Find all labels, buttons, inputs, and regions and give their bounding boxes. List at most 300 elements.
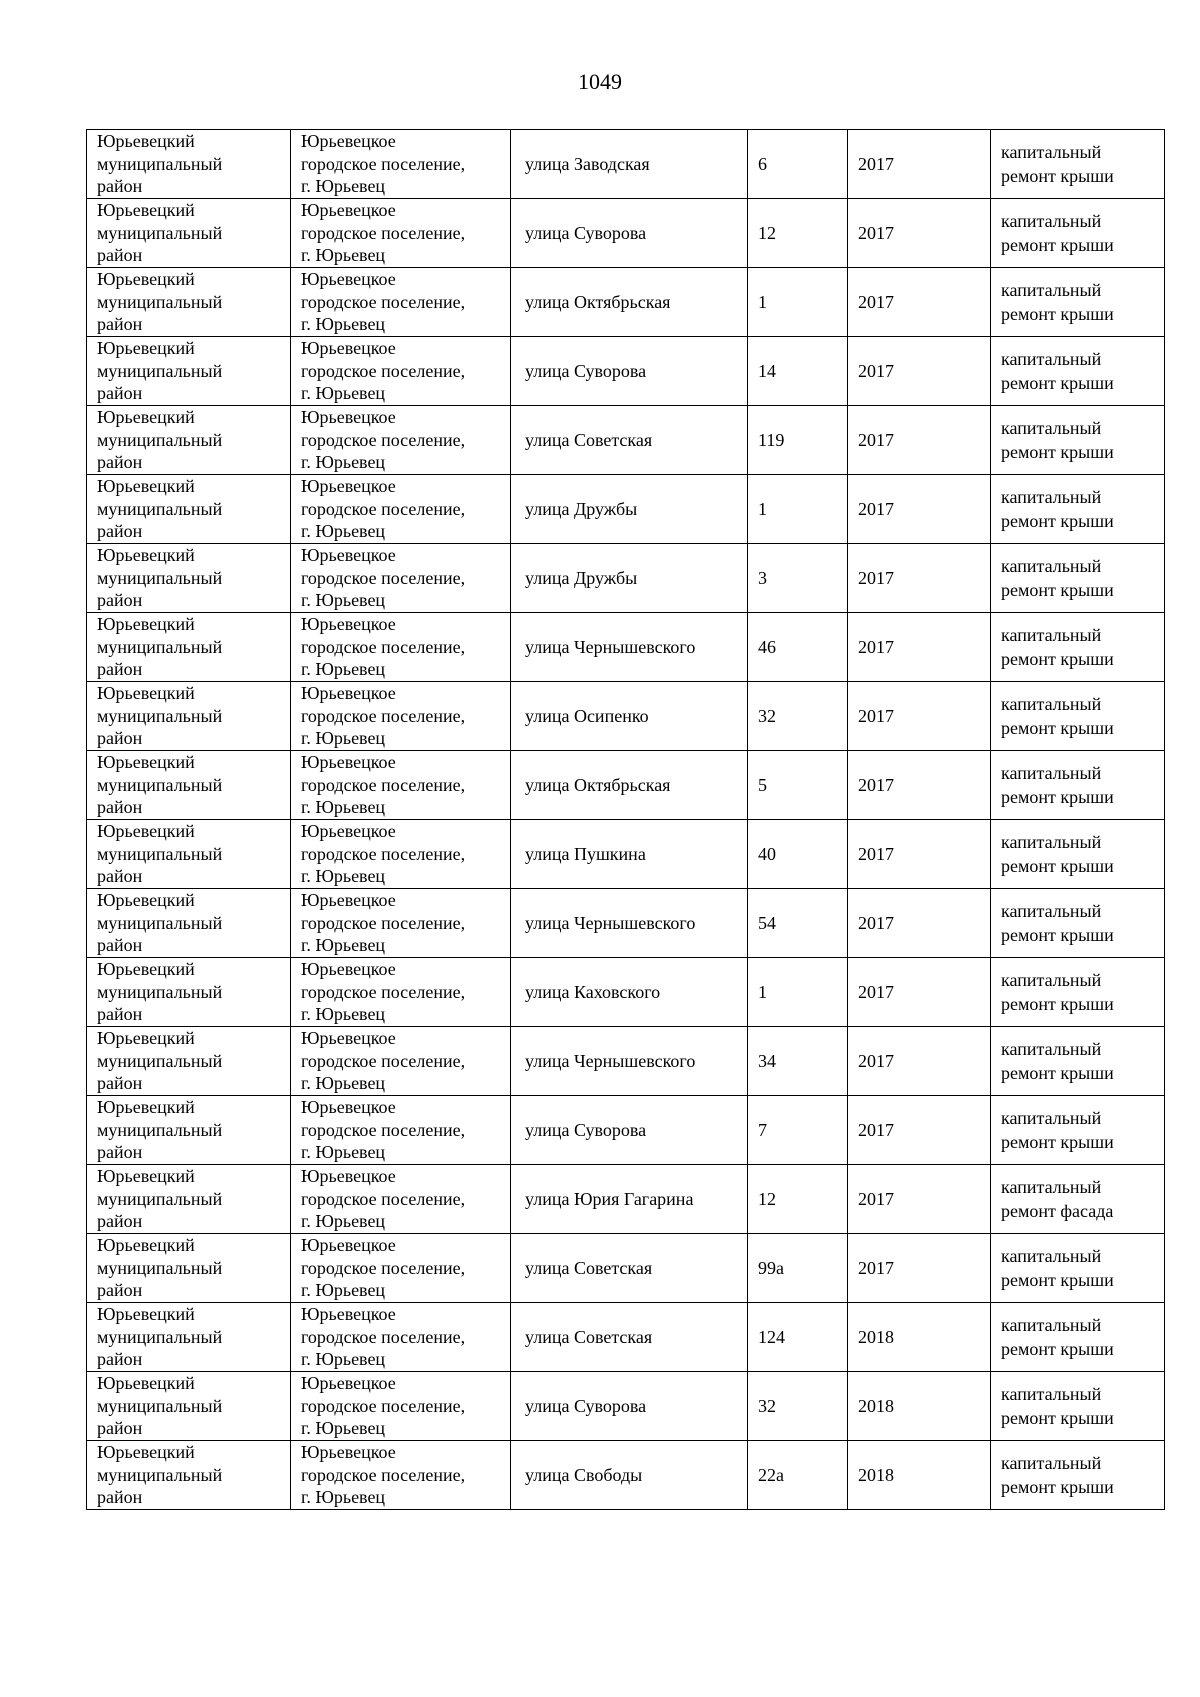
district-cell-line: муниципальный [97,774,223,795]
district-cell-line: муниципальный [97,1464,223,1485]
work-type-cell-line: ремонт крыши [1001,925,1114,945]
district-cell-line: район [97,659,143,680]
district-cell-line: район [97,1418,143,1439]
district-cell-line: муниципальный [97,429,223,450]
district-cell [87,1303,291,1372]
work-type-cell [991,958,1165,1027]
house-number-cell: 119 [748,406,848,475]
settlement-cell-line: Юрьевецкое [301,338,396,359]
work-type-cell [991,1096,1165,1165]
district-cell-line: муниципальный [97,291,223,312]
district-cell-line: Юрьевецкий [97,1235,195,1256]
work-type-cell-line: ремонт крыши [1001,1132,1114,1152]
street-cell: улица Каховского [511,958,748,1027]
settlement-cell-line: Юрьевецкое [301,821,396,842]
work-type-cell [991,1165,1165,1234]
work-type-cell [991,682,1165,751]
settlement-cell-line: Юрьевецкое [301,200,396,221]
district-cell-line: муниципальный [97,636,223,657]
work-type-cell-line: ремонт крыши [1001,649,1114,669]
district-cell-line: Юрьевецкий [97,890,195,911]
street-cell: улица Дружбы [511,475,748,544]
settlement-cell [291,1096,511,1165]
district-cell-line: Юрьевецкий [97,545,195,566]
repair-register-table [86,129,1165,1510]
street-cell: улица Суворова [511,1096,748,1165]
work-type-cell-line: капитальный [1001,1177,1102,1197]
table-row [87,1027,1165,1096]
street-cell: улица Чернышевского [511,889,748,958]
work-type-cell-line: ремонт крыши [1001,511,1114,531]
settlement-cell-line: городское поселение, [301,1326,466,1347]
settlement-cell-line: г. Юрьевец [301,521,386,542]
district-cell [87,1441,291,1510]
work-type-cell-line: капитальный [1001,1246,1102,1266]
district-cell-line: муниципальный [97,153,223,174]
district-cell [87,820,291,889]
district-cell-line: Юрьевецкий [97,407,195,428]
table-row [87,751,1165,820]
district-cell [87,544,291,613]
year-cell: 2017 [848,406,991,475]
table-row [87,1234,1165,1303]
settlement-cell-line: Юрьевецкое [301,683,396,704]
table-row [87,682,1165,751]
settlement-cell-line: г. Юрьевец [301,452,386,473]
district-cell-line: муниципальный [97,843,223,864]
settlement-cell-line: г. Юрьевец [301,1280,386,1301]
district-cell-line: Юрьевецкий [97,1097,195,1118]
settlement-cell [291,889,511,958]
table-row [87,958,1165,1027]
street-cell: улица Суворова [511,1372,748,1441]
work-type-cell-line: ремонт крыши [1001,373,1114,393]
work-type-cell-line: капитальный [1001,556,1102,576]
year-cell: 2017 [848,268,991,337]
house-number-cell: 1 [748,475,848,544]
settlement-cell-line: Юрьевецкое [301,269,396,290]
district-cell [87,199,291,268]
work-type-cell-line: капитальный [1001,901,1102,921]
year-cell: 2017 [848,958,991,1027]
work-type-cell-line: капитальный [1001,418,1102,438]
district-cell [87,475,291,544]
settlement-cell-line: Юрьевецкое [301,752,396,773]
district-cell [87,751,291,820]
settlement-cell-line: городское поселение, [301,429,466,450]
district-cell-line: Юрьевецкий [97,200,195,221]
district-cell-line: муниципальный [97,1257,223,1278]
table-row [87,475,1165,544]
settlement-cell [291,1303,511,1372]
house-number-cell: 14 [748,337,848,406]
district-cell-line: район [97,452,143,473]
work-type-cell-line: капитальный [1001,625,1102,645]
table-row [87,268,1165,337]
work-type-cell [991,544,1165,613]
house-number-cell: 32 [748,1372,848,1441]
district-cell-line: муниципальный [97,1395,223,1416]
house-number-cell: 54 [748,889,848,958]
work-type-cell [991,613,1165,682]
year-cell: 2017 [848,889,991,958]
settlement-cell [291,613,511,682]
settlement-cell-line: Юрьевецкое [301,407,396,428]
district-cell-line: район [97,1073,143,1094]
year-cell: 2017 [848,613,991,682]
settlement-cell [291,1234,511,1303]
district-cell [87,337,291,406]
work-type-cell-line: капитальный [1001,694,1102,714]
district-cell-line: муниципальный [97,1188,223,1209]
street-cell: улица Свободы [511,1441,748,1510]
street-cell: улица Советская [511,1303,748,1372]
work-type-cell-line: капитальный [1001,1453,1102,1473]
settlement-cell-line: городское поселение, [301,1119,466,1140]
street-cell: улица Советская [511,406,748,475]
settlement-cell-line: городское поселение, [301,843,466,864]
settlement-cell-line: г. Юрьевец [301,1142,386,1163]
settlement-cell-line: г. Юрьевец [301,1211,386,1232]
table-body [87,130,1165,1510]
district-cell [87,1165,291,1234]
street-cell: улица Чернышевского [511,1027,748,1096]
work-type-cell [991,475,1165,544]
street-cell: улица Октябрьская [511,268,748,337]
house-number-cell: 46 [748,613,848,682]
district-cell [87,130,291,199]
street-cell: улица Осипенко [511,682,748,751]
settlement-cell-line: городское поселение, [301,498,466,519]
district-cell [87,958,291,1027]
settlement-cell-line: г. Юрьевец [301,728,386,749]
house-number-cell: 12 [748,1165,848,1234]
settlement-cell-line: Юрьевецкое [301,1028,396,1049]
settlement-cell [291,1372,511,1441]
street-cell: улица Юрия Гагарина [511,1165,748,1234]
year-cell: 2017 [848,130,991,199]
settlement-cell-line: Юрьевецкое [301,614,396,635]
house-number-cell: 32 [748,682,848,751]
settlement-cell-line: городское поселение, [301,1395,466,1416]
settlement-cell [291,958,511,1027]
district-cell-line: район [97,728,143,749]
table-row [87,1165,1165,1234]
district-cell-line: муниципальный [97,360,223,381]
district-cell-line: район [97,1349,143,1370]
work-type-cell-line: ремонт крыши [1001,442,1114,462]
settlement-cell [291,544,511,613]
district-cell-line: Юрьевецкий [97,131,195,152]
district-cell-line: муниципальный [97,1119,223,1140]
settlement-cell-line: Юрьевецкое [301,1097,396,1118]
settlement-cell-line: городское поселение, [301,291,466,312]
work-type-cell [991,268,1165,337]
work-type-cell [991,1372,1165,1441]
table-row [87,337,1165,406]
work-type-cell-line: капитальный [1001,970,1102,990]
settlement-cell-line: городское поселение, [301,360,466,381]
district-cell-line: муниципальный [97,912,223,933]
district-cell-line: муниципальный [97,981,223,1002]
house-number-cell: 40 [748,820,848,889]
settlement-cell-line: городское поселение, [301,222,466,243]
year-cell: 2017 [848,337,991,406]
work-type-cell [991,1234,1165,1303]
district-cell-line: район [97,245,143,266]
street-cell: улица Суворова [511,337,748,406]
settlement-cell-line: г. Юрьевец [301,590,386,611]
district-cell-line: район [97,590,143,611]
work-type-cell-line: ремонт крыши [1001,1063,1114,1083]
settlement-cell-line: городское поселение, [301,636,466,657]
work-type-cell-line: ремонт крыши [1001,1339,1114,1359]
district-cell-line: Юрьевецкий [97,1304,195,1325]
settlement-cell-line: Юрьевецкое [301,1304,396,1325]
work-type-cell [991,889,1165,958]
work-type-cell [991,1027,1165,1096]
district-cell-line: район [97,314,143,335]
work-type-cell-line: капитальный [1001,1039,1102,1059]
work-type-cell [991,1303,1165,1372]
settlement-cell-line: г. Юрьевец [301,1487,386,1508]
table-row [87,1096,1165,1165]
house-number-cell: 124 [748,1303,848,1372]
district-cell [87,682,291,751]
settlement-cell-line: Юрьевецкое [301,545,396,566]
work-type-cell-line: капитальный [1001,280,1102,300]
district-cell [87,1372,291,1441]
house-number-cell: 1 [748,958,848,1027]
settlement-cell-line: г. Юрьевец [301,314,386,335]
settlement-cell-line: г. Юрьевец [301,935,386,956]
settlement-cell-line: Юрьевецкое [301,1166,396,1187]
house-number-cell: 99а [748,1234,848,1303]
settlement-cell [291,406,511,475]
district-cell-line: Юрьевецкий [97,752,195,773]
settlement-cell-line: г. Юрьевец [301,1004,386,1025]
district-cell-line: Юрьевецкий [97,614,195,635]
work-type-cell-line: ремонт крыши [1001,994,1114,1014]
work-type-cell-line: ремонт крыши [1001,787,1114,807]
district-cell-line: район [97,797,143,818]
district-cell-line: Юрьевецкий [97,683,195,704]
work-type-cell-line: капитальный [1001,211,1102,231]
work-type-cell-line: капитальный [1001,142,1102,162]
district-cell-line: район [97,1280,143,1301]
work-type-cell [991,337,1165,406]
year-cell: 2017 [848,544,991,613]
work-type-cell-line: ремонт крыши [1001,235,1114,255]
street-cell: улица Октябрьская [511,751,748,820]
district-cell-line: муниципальный [97,1050,223,1071]
settlement-cell [291,1165,511,1234]
table-row [87,1372,1165,1441]
settlement-cell-line: городское поселение, [301,981,466,1002]
settlement-cell-line: городское поселение, [301,912,466,933]
house-number-cell: 6 [748,130,848,199]
year-cell: 2017 [848,682,991,751]
settlement-cell-line: городское поселение, [301,774,466,795]
settlement-cell-line: городское поселение, [301,705,466,726]
district-cell-line: Юрьевецкий [97,269,195,290]
work-type-cell [991,199,1165,268]
settlement-cell-line: городское поселение, [301,1464,466,1485]
district-cell [87,406,291,475]
table-row [87,1303,1165,1372]
work-type-cell [991,751,1165,820]
house-number-cell: 1 [748,268,848,337]
district-cell-line: Юрьевецкий [97,1166,195,1187]
year-cell: 2017 [848,1096,991,1165]
district-cell-line: Юрьевецкий [97,1373,195,1394]
district-cell [87,889,291,958]
house-number-cell: 12 [748,199,848,268]
work-type-cell-line: капитальный [1001,487,1102,507]
district-cell-line: район [97,866,143,887]
year-cell: 2018 [848,1303,991,1372]
work-type-cell-line: ремонт крыши [1001,856,1114,876]
work-type-cell-line: ремонт фасада [1001,1201,1114,1221]
settlement-cell-line: Юрьевецкое [301,1373,396,1394]
settlement-cell-line: Юрьевецкое [301,1235,396,1256]
table-row [87,544,1165,613]
settlement-cell [291,751,511,820]
year-cell: 2017 [848,1234,991,1303]
district-cell-line: Юрьевецкий [97,476,195,497]
settlement-cell [291,820,511,889]
street-cell: улица Пушкина [511,820,748,889]
settlement-cell-line: г. Юрьевец [301,1349,386,1370]
settlement-cell [291,337,511,406]
district-cell [87,1234,291,1303]
work-type-cell-line: капитальный [1001,1315,1102,1335]
house-number-cell: 34 [748,1027,848,1096]
street-cell: улица Дружбы [511,544,748,613]
street-cell: улица Чернышевского [511,613,748,682]
year-cell: 2018 [848,1372,991,1441]
district-cell-line: Юрьевецкий [97,1028,195,1049]
house-number-cell: 22а [748,1441,848,1510]
table-row [87,820,1165,889]
work-type-cell-line: ремонт крыши [1001,1270,1114,1290]
settlement-cell-line: г. Юрьевец [301,383,386,404]
district-cell-line: район [97,176,143,197]
district-cell-line: Юрьевецкий [97,338,195,359]
settlement-cell [291,199,511,268]
year-cell: 2017 [848,1165,991,1234]
work-type-cell-line: ремонт крыши [1001,718,1114,738]
work-type-cell-line: капитальный [1001,1384,1102,1404]
year-cell: 2017 [848,199,991,268]
district-cell-line: район [97,383,143,404]
district-cell-line: муниципальный [97,498,223,519]
district-cell [87,613,291,682]
district-cell [87,268,291,337]
settlement-cell [291,268,511,337]
settlement-cell-line: Юрьевецкое [301,1442,396,1463]
work-type-cell-line: капитальный [1001,763,1102,783]
district-cell-line: район [97,935,143,956]
work-type-cell-line: ремонт крыши [1001,580,1114,600]
house-number-cell: 3 [748,544,848,613]
settlement-cell-line: г. Юрьевец [301,245,386,266]
settlement-cell-line: городское поселение, [301,567,466,588]
district-cell-line: Юрьевецкий [97,1442,195,1463]
district-cell-line: район [97,1004,143,1025]
street-cell: улица Суворова [511,199,748,268]
work-type-cell-line: ремонт крыши [1001,166,1114,186]
settlement-cell-line: городское поселение, [301,1257,466,1278]
table-row [87,130,1165,199]
work-type-cell-line: ремонт крыши [1001,304,1114,324]
table-row [87,889,1165,958]
work-type-cell-line: ремонт крыши [1001,1408,1114,1428]
year-cell: 2017 [848,820,991,889]
house-number-cell: 7 [748,1096,848,1165]
district-cell-line: муниципальный [97,222,223,243]
work-type-cell-line: ремонт крыши [1001,1477,1114,1497]
settlement-cell-line: г. Юрьевец [301,1418,386,1439]
settlement-cell [291,130,511,199]
district-cell-line: район [97,1142,143,1163]
district-cell-line: муниципальный [97,567,223,588]
settlement-cell-line: Юрьевецкое [301,476,396,497]
work-type-cell-line: капитальный [1001,1108,1102,1128]
year-cell: 2017 [848,1027,991,1096]
table-row [87,1441,1165,1510]
settlement-cell-line: городское поселение, [301,153,466,174]
settlement-cell [291,1027,511,1096]
work-type-cell [991,820,1165,889]
district-cell-line: район [97,1211,143,1232]
year-cell: 2017 [848,751,991,820]
settlement-cell-line: городское поселение, [301,1050,466,1071]
district-cell-line: район [97,521,143,542]
work-type-cell [991,406,1165,475]
page-number: 1049 [578,69,622,94]
table-row [87,199,1165,268]
district-cell-line: муниципальный [97,1326,223,1347]
settlement-cell-line: городское поселение, [301,1188,466,1209]
settlement-cell [291,1441,511,1510]
work-type-cell [991,1441,1165,1510]
settlement-cell-line: Юрьевецкое [301,959,396,980]
settlement-cell [291,682,511,751]
settlement-cell-line: г. Юрьевец [301,176,386,197]
year-cell: 2018 [848,1441,991,1510]
district-cell [87,1096,291,1165]
settlement-cell-line: Юрьевецкое [301,890,396,911]
district-cell [87,1027,291,1096]
district-cell-line: муниципальный [97,705,223,726]
work-type-cell-line: капитальный [1001,832,1102,852]
district-cell-line: Юрьевецкий [97,821,195,842]
table-row [87,406,1165,475]
settlement-cell [291,475,511,544]
house-number-cell: 5 [748,751,848,820]
street-cell: улица Заводская [511,130,748,199]
district-cell-line: Юрьевецкий [97,959,195,980]
work-type-cell [991,130,1165,199]
settlement-cell-line: г. Юрьевец [301,866,386,887]
settlement-cell-line: г. Юрьевец [301,1073,386,1094]
district-cell-line: район [97,1487,143,1508]
settlement-cell-line: Юрьевецкое [301,131,396,152]
settlement-cell-line: г. Юрьевец [301,659,386,680]
work-type-cell-line: капитальный [1001,349,1102,369]
table-row [87,613,1165,682]
